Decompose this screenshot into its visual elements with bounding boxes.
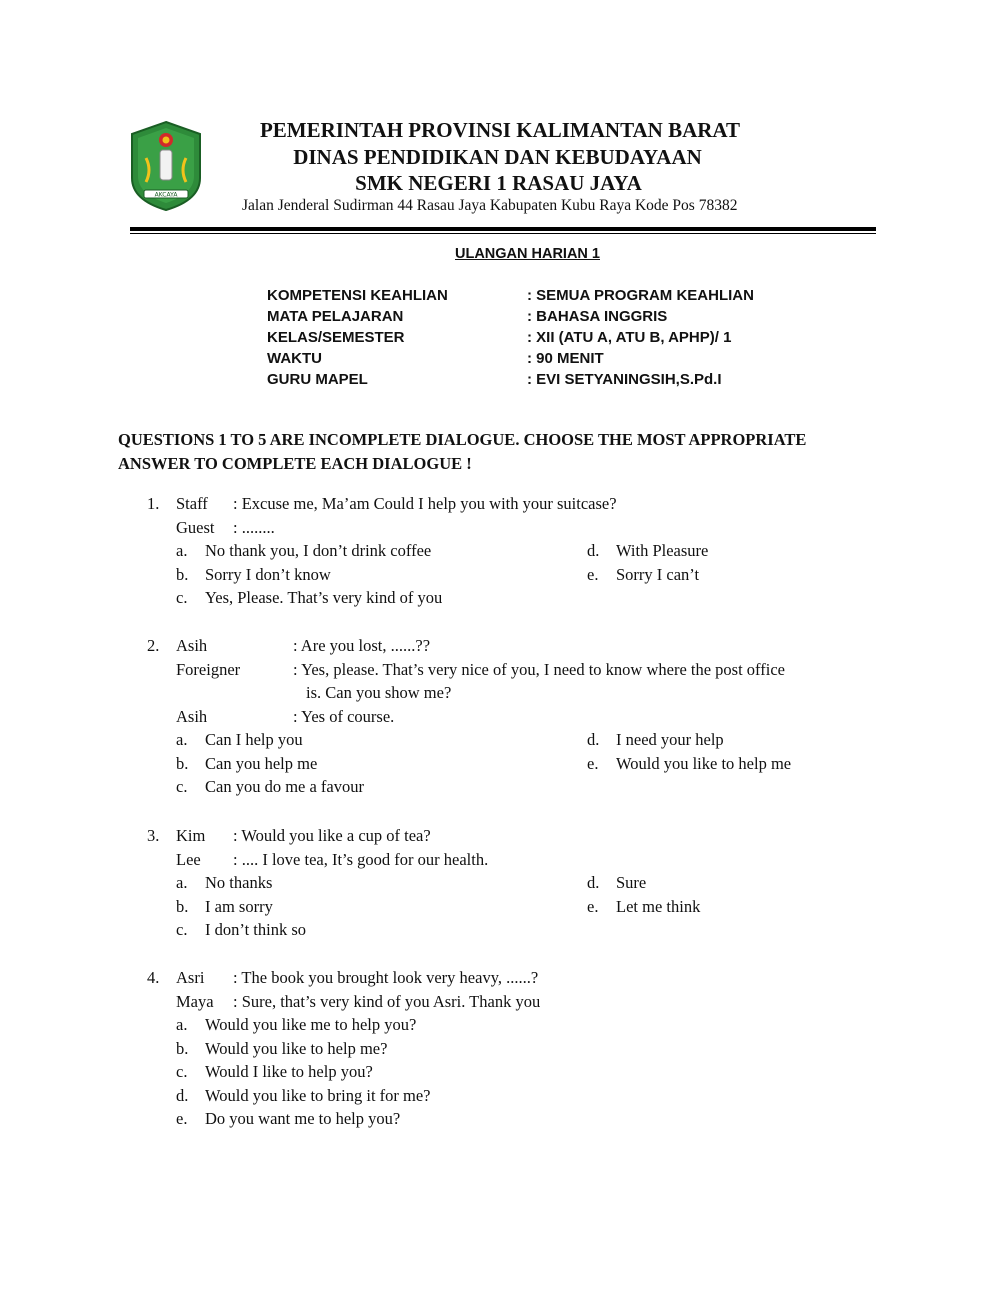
option-a[interactable]: a. No thank you, I don’t drink coffee (176, 541, 432, 560)
option-e[interactable]: e. Do you want me to help you? (176, 1109, 401, 1128)
dialogue-speaker: Guest (176, 517, 215, 537)
meta-row (267, 371, 754, 392)
dialogue-speaker: Foreigner (176, 659, 241, 679)
meta-row (267, 287, 754, 308)
meta-value: : XII (ATU A, ATU B, APHP)/ 1 (527, 329, 732, 346)
dialogue-speaker: Lee (176, 849, 201, 869)
option-b[interactable]: b. Sorry I don’t know (176, 564, 331, 584)
option-a[interactable]: a. No thanks (176, 873, 273, 892)
option-d[interactable]: d. Would you like to bring it for me? (176, 1085, 431, 1105)
option-d[interactable]: d. Sure (587, 873, 647, 892)
question-number: 2. (147, 636, 160, 655)
meta-row (267, 350, 754, 371)
dialogue-line: : .... I love tea, It’s good for our health. (233, 849, 489, 869)
meta-label: KELAS/SEMESTER (267, 329, 405, 346)
meta-label: WAKTU (267, 350, 322, 367)
meta-value: : 90 MENIT (527, 350, 604, 367)
instructions-line: QUESTIONS 1 TO 5 ARE INCOMPLETE DIALOGUE. CHOOSE THE MOST APPROPRIATE (118, 430, 807, 449)
provincial-emblem-logo (130, 120, 202, 212)
letterhead-divider (130, 227, 876, 231)
meta-label: KOMPETENSI KEAHLIAN (267, 287, 448, 304)
meta-row (267, 308, 754, 329)
dialogue-line-continued: is. Can you show me? (306, 683, 452, 702)
option-c[interactable]: c. Can you do me a favour (176, 777, 364, 796)
exam-title: ULANGAN HARIAN 1 (455, 246, 600, 262)
option-c[interactable]: c. I don’t think so (176, 920, 306, 939)
dialogue-line: : Sure, that’s very kind of you Asri. Thank you (233, 991, 541, 1011)
question-number: 1. (147, 494, 160, 513)
option-d[interactable]: d. I need your help (587, 730, 724, 749)
logo-text: AKCAYA (154, 191, 178, 199)
option-c[interactable]: c. Yes, Please. That’s very kind of you (176, 588, 443, 607)
question-number: 3. (147, 826, 160, 845)
dialogue-line: : The book you brought look very heavy, ......? (233, 968, 539, 987)
dialogue-line: : ........ (233, 517, 275, 537)
letterhead-government: PEMERINTAH PROVINSI KALIMANTAN BARAT (259, 118, 741, 142)
dialogue-speaker: Maya (176, 991, 214, 1011)
meta-row (267, 329, 754, 350)
dialogue-line: : Yes, please. That’s very nice of you, I need to know where the post office (293, 659, 785, 679)
option-a[interactable]: a. Would you like me to help you? (176, 1015, 417, 1034)
option-e[interactable]: e. Let me think (587, 896, 701, 916)
meta-value: : EVI SETYANINGSIH,S.Pd.I (527, 371, 722, 388)
option-c[interactable]: c. Would I like to help you? (176, 1062, 373, 1081)
option-e[interactable]: e. Would you like to help me (587, 753, 792, 773)
option-e[interactable]: e. Sorry I can’t (587, 564, 700, 584)
exam-meta-table (267, 287, 754, 392)
option-a[interactable]: a. Can I help you (176, 730, 303, 749)
letterhead-school: SMK NEGERI 1 RASAU JAYA (355, 171, 642, 195)
dialogue-speaker: Kim (176, 826, 206, 845)
letterhead-address: Jalan Jenderal Sudirman 44 Rasau Jaya Kabupaten Kubu Raya Kode Pos 78382 (242, 197, 738, 214)
dialogue-line: : Excuse me, Ma’am Could I help you with your suitcase? (233, 494, 617, 513)
letterhead-divider-thin (130, 233, 876, 234)
meta-value: : SEMUA PROGRAM KEAHLIAN (527, 287, 754, 304)
dialogue-speaker: Asih (176, 706, 208, 726)
option-b[interactable]: b. Can you help me (176, 753, 318, 773)
question-number: 4. (147, 968, 160, 987)
dialogue-speaker: Asih (176, 636, 208, 655)
dialogue-line: : Would you like a cup of tea? (233, 826, 431, 845)
letterhead-department: DINAS PENDIDIKAN DAN KEBUDAYAAN (293, 145, 702, 169)
dialogue-line: : Yes of course. (293, 706, 395, 726)
option-d[interactable]: d. With Pleasure (587, 541, 709, 560)
meta-label: GURU MAPEL (267, 371, 368, 388)
dialogue-speaker: Asri (176, 968, 205, 987)
option-b[interactable]: b. I am sorry (176, 896, 273, 916)
meta-value: : BAHASA INGGRIS (527, 308, 668, 325)
instructions (118, 428, 888, 476)
meta-label: MATA PELAJARAN (267, 308, 404, 325)
instructions-line: ANSWER TO COMPLETE EACH DIALOGUE ! (118, 454, 472, 473)
option-b[interactable]: b. Would you like to help me? (176, 1038, 388, 1058)
dialogue-line: : Are you lost, ......?? (293, 636, 431, 655)
dialogue-speaker: Staff (176, 494, 208, 513)
